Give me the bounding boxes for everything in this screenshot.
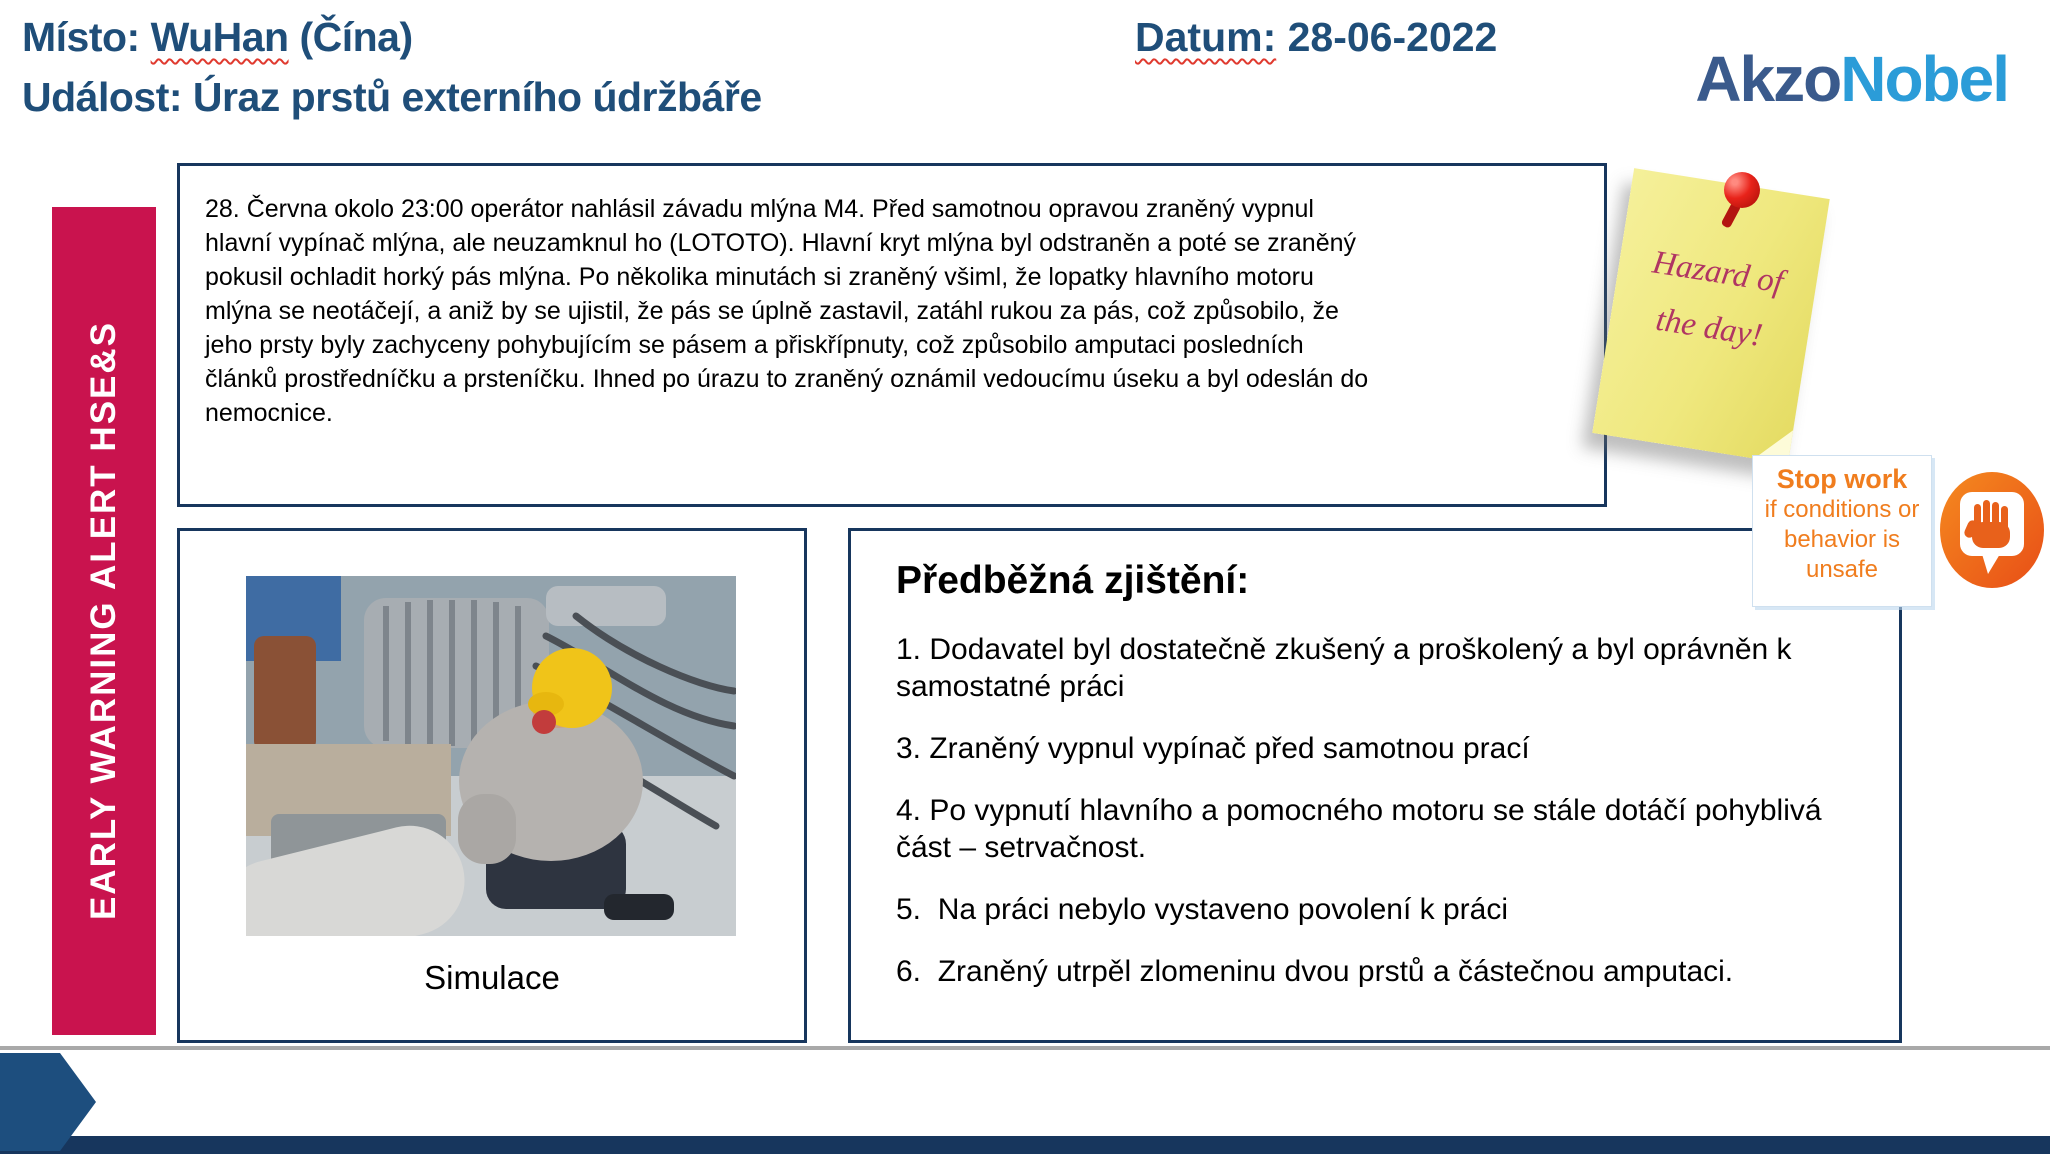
date-label: Datum: xyxy=(1135,14,1277,60)
photo-box xyxy=(177,528,807,1043)
sticky-note-line1: Hazard of xyxy=(1650,244,1786,301)
stop-work-label xyxy=(1752,455,1932,607)
logo-akzo: Akzo xyxy=(1695,43,1841,115)
early-warning-banner-text: EARLY WARNING ALERT HSE&S xyxy=(84,321,123,921)
finding-item: 5. Na práci nebylo vystaveno povolení k práci xyxy=(896,893,1508,926)
footer-navy-bar xyxy=(0,1136,2050,1154)
incident-photo-illustration xyxy=(246,576,736,936)
finding-item: 6. Zraněný utrpěl zlomeninu dvou prstů a částečnou amputaci. xyxy=(896,955,1734,988)
sticky-note-line2: the day! xyxy=(1653,301,1765,355)
stop-work-line3: behavior is xyxy=(1783,526,1901,553)
date-value: 28-06-2022 xyxy=(1287,14,1498,60)
finding-item: 4. Po vypnutí hlavního a pomocného motoru se stále dotáčí pohyblivá část – setrvačnost. xyxy=(896,794,1830,864)
finding-item: 1. Dodavatel byl dostatečně zkušený a proškolený a byl oprávněn k samostatné práci xyxy=(896,633,1800,703)
location-title xyxy=(22,14,413,61)
findings-title: Předběžná zjištění: xyxy=(896,559,1250,602)
sticky-note-text xyxy=(1607,229,1820,371)
push-pin-icon xyxy=(1716,172,1762,228)
incident-description-box xyxy=(177,163,1607,507)
incident-photo xyxy=(246,576,736,936)
findings-list xyxy=(896,631,1856,1015)
footer-divider-line xyxy=(0,1046,2050,1050)
early-warning-banner xyxy=(52,207,156,1035)
stop-work-line1: Stop work xyxy=(1776,464,1908,494)
footer-arrow-shape xyxy=(0,1053,96,1151)
incident-description-text: 28. Června okolo 23:00 operátor nahlásil závadu mlýna M4. Před samotnou opravou zraněný vypnul hlavní vypínač mlýna, ale neuzamknul ho (LOTOTO). Hlavní kryt mlýna byl odstraněn a poté se zraněný pokusil ochladit horký pás mlýna. Po několika minutách si zraněný všiml, že lopatky hlavního motoru mlýna se neotáčejí, a aniž by se ujistil, že pás se úplně zastavil, zatáhl rukou za pás, což způsobilo, že jeho prsty byly zachyceny pohybujícím se pásem a přiskřípnuty, což způsobilo amputaci posledních článků prostředníčku a prsteníčku. Ihned po úrazu to zraněný oznámil vedoucímu úseku a byl odeslán do nemocnice. xyxy=(205,195,1369,427)
stop-work-line2: if conditions or xyxy=(1764,496,1920,523)
stop-work-line4: unsafe xyxy=(1805,556,1879,583)
finding-item: 3. Zraněný vypnul vypínač před samotnou prací xyxy=(896,732,1530,765)
logo-nobel: Nobel xyxy=(1840,43,2008,115)
location-suffix: (Čína) xyxy=(299,14,413,60)
findings-box xyxy=(848,528,1902,1043)
location-highlight: WuHan xyxy=(150,14,289,60)
photo-caption: Simulace xyxy=(424,959,560,996)
stop-work-hand-icon xyxy=(1938,470,2046,594)
event-title: Událost: Úraz prstů externího údržbáře xyxy=(22,74,762,120)
akzonobel-logo xyxy=(1695,42,2008,116)
date-title xyxy=(1135,14,1497,61)
hazard-sticky-note xyxy=(1592,168,1829,464)
location-label: Místo: xyxy=(22,14,140,60)
